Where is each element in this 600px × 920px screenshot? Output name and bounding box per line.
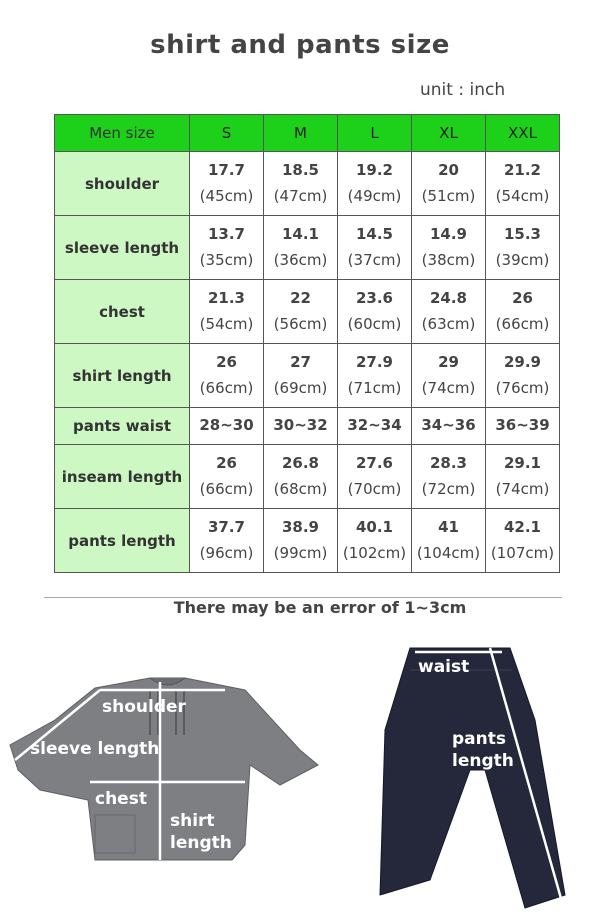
inch-value: 26 [216, 454, 237, 472]
cm-value: (66cm) [199, 479, 254, 498]
header-size-xl: XL [412, 115, 486, 152]
size-cell [190, 216, 264, 280]
inch-value: 40.1 [355, 518, 393, 536]
shirt-label-length-2: length [170, 833, 232, 853]
cm-value: (38cm) [421, 250, 476, 269]
size-cell [264, 408, 338, 445]
cm-value: (66cm) [199, 378, 254, 397]
inch-value: 23.6 [355, 289, 393, 307]
inch-value: 28.3 [429, 454, 467, 472]
header-men-size: Men size [55, 115, 190, 152]
cm-value: (74cm) [421, 378, 476, 397]
size-cell [486, 408, 560, 445]
inch-value: 41 [438, 518, 459, 536]
inch-value: 34~36 [421, 416, 476, 435]
size-cell [412, 445, 486, 509]
inch-value: 36~39 [495, 416, 550, 435]
size-cell [338, 408, 412, 445]
size-cell [338, 152, 412, 216]
unit-label: unit : inch [420, 80, 506, 100]
inch-value: 27 [290, 353, 311, 371]
cm-value: (69cm) [273, 378, 328, 397]
table-row [55, 509, 560, 573]
table-row [55, 445, 560, 509]
size-cell [264, 445, 338, 509]
inch-value: 26.8 [281, 454, 319, 472]
header-size-s: S [190, 115, 264, 152]
inch-value: 27.6 [355, 454, 393, 472]
size-cell [264, 216, 338, 280]
size-cell [412, 509, 486, 573]
table-row [55, 344, 560, 408]
cm-value: (72cm) [421, 479, 476, 498]
inch-value: 30~32 [273, 416, 328, 435]
error-note: There may be an error of 1~3cm [173, 598, 467, 617]
row-label: pants waist [55, 408, 190, 445]
inch-value: 18.5 [281, 161, 319, 179]
table-header-row [55, 115, 560, 152]
inch-value: 15.3 [503, 225, 541, 243]
size-cell [264, 280, 338, 344]
cm-value: (71cm) [347, 378, 402, 397]
pants-shape [380, 648, 565, 908]
size-cell [338, 280, 412, 344]
inch-value: 21.3 [207, 289, 245, 307]
inch-value: 14.5 [355, 225, 393, 243]
header-size-m: M [264, 115, 338, 152]
cm-value: (54cm) [495, 186, 550, 205]
size-cell [190, 408, 264, 445]
inch-value: 38.9 [281, 518, 319, 536]
size-cell [412, 216, 486, 280]
size-cell [264, 344, 338, 408]
table-row [55, 152, 560, 216]
table-row [55, 280, 560, 344]
row-label: pants length [55, 509, 190, 573]
inch-value: 24.8 [429, 289, 467, 307]
shirt-label-shoulder: shoulder [102, 697, 186, 717]
inch-value: 29.1 [503, 454, 541, 472]
cm-value: (76cm) [495, 378, 550, 397]
cm-value: (60cm) [347, 314, 402, 333]
cm-value: (68cm) [273, 479, 328, 498]
inch-value: 37.7 [207, 518, 245, 536]
table-row [55, 408, 560, 445]
row-label: shoulder [55, 152, 190, 216]
cm-value: (39cm) [495, 250, 550, 269]
inch-value: 13.7 [207, 225, 245, 243]
page-title: shirt and pants size [150, 30, 450, 60]
row-label: sleeve length [55, 216, 190, 280]
cm-value: (63cm) [421, 314, 476, 333]
cm-value: (96cm) [199, 543, 254, 562]
size-cell [190, 445, 264, 509]
cm-value: (107cm) [490, 543, 555, 562]
pants-photo [360, 640, 600, 920]
size-cell [486, 152, 560, 216]
size-cell [338, 216, 412, 280]
header-size-xxl: XXL [486, 115, 560, 152]
cm-value: (37cm) [347, 250, 402, 269]
cm-value: (70cm) [347, 479, 402, 498]
size-cell [412, 344, 486, 408]
cm-value: (47cm) [273, 186, 328, 205]
inch-value: 28~30 [199, 416, 254, 435]
inch-value: 32~34 [347, 416, 402, 435]
cm-value: (66cm) [495, 314, 550, 333]
inch-value: 19.2 [355, 161, 393, 179]
size-cell [486, 344, 560, 408]
row-label: inseam length [55, 445, 190, 509]
size-cell [190, 344, 264, 408]
shirt-photo [0, 670, 320, 920]
inch-value: 26 [216, 353, 237, 371]
size-cell [486, 509, 560, 573]
inch-value: 29.9 [503, 353, 541, 371]
pants-label-length-1: pants [452, 729, 506, 749]
inch-value: 27.9 [355, 353, 393, 371]
cm-value: (49cm) [347, 186, 402, 205]
size-cell [486, 445, 560, 509]
size-cell [338, 509, 412, 573]
size-cell [338, 344, 412, 408]
cm-value: (51cm) [421, 186, 476, 205]
size-cell [190, 509, 264, 573]
pants-label-waist: waist [418, 657, 470, 677]
cm-value: (35cm) [199, 250, 254, 269]
inch-value: 20 [438, 161, 459, 179]
size-cell [190, 280, 264, 344]
size-cell [264, 152, 338, 216]
shirt-label-length-1: shirt [170, 811, 215, 831]
row-label: chest [55, 280, 190, 344]
row-label: shirt length [55, 344, 190, 408]
inch-value: 22 [290, 289, 311, 307]
table-row [55, 216, 560, 280]
inch-value: 21.2 [503, 161, 541, 179]
cm-value: (104cm) [416, 543, 481, 562]
inch-value: 14.9 [429, 225, 467, 243]
cm-value: (74cm) [495, 479, 550, 498]
size-cell [264, 509, 338, 573]
inch-value: 26 [512, 289, 533, 307]
size-cell [412, 408, 486, 445]
cm-value: (102cm) [342, 543, 407, 562]
size-cell [338, 445, 412, 509]
inch-value: 14.1 [281, 225, 319, 243]
size-cell [190, 152, 264, 216]
size-cell [412, 280, 486, 344]
cm-value: (56cm) [273, 314, 328, 333]
cm-value: (36cm) [273, 250, 328, 269]
size-cell [486, 216, 560, 280]
shirt-label-chest: chest [95, 789, 147, 809]
size-cell [412, 152, 486, 216]
size-cell [486, 280, 560, 344]
inch-value: 29 [438, 353, 459, 371]
header-size-l: L [338, 115, 412, 152]
pants-label-length-2: length [452, 751, 514, 771]
inch-value: 17.7 [207, 161, 245, 179]
size-table [54, 114, 560, 573]
shirt-label-sleeve: sleeve length [30, 739, 160, 759]
cm-value: (99cm) [273, 543, 328, 562]
cm-value: (45cm) [199, 186, 254, 205]
inch-value: 42.1 [503, 518, 541, 536]
cm-value: (54cm) [199, 314, 254, 333]
